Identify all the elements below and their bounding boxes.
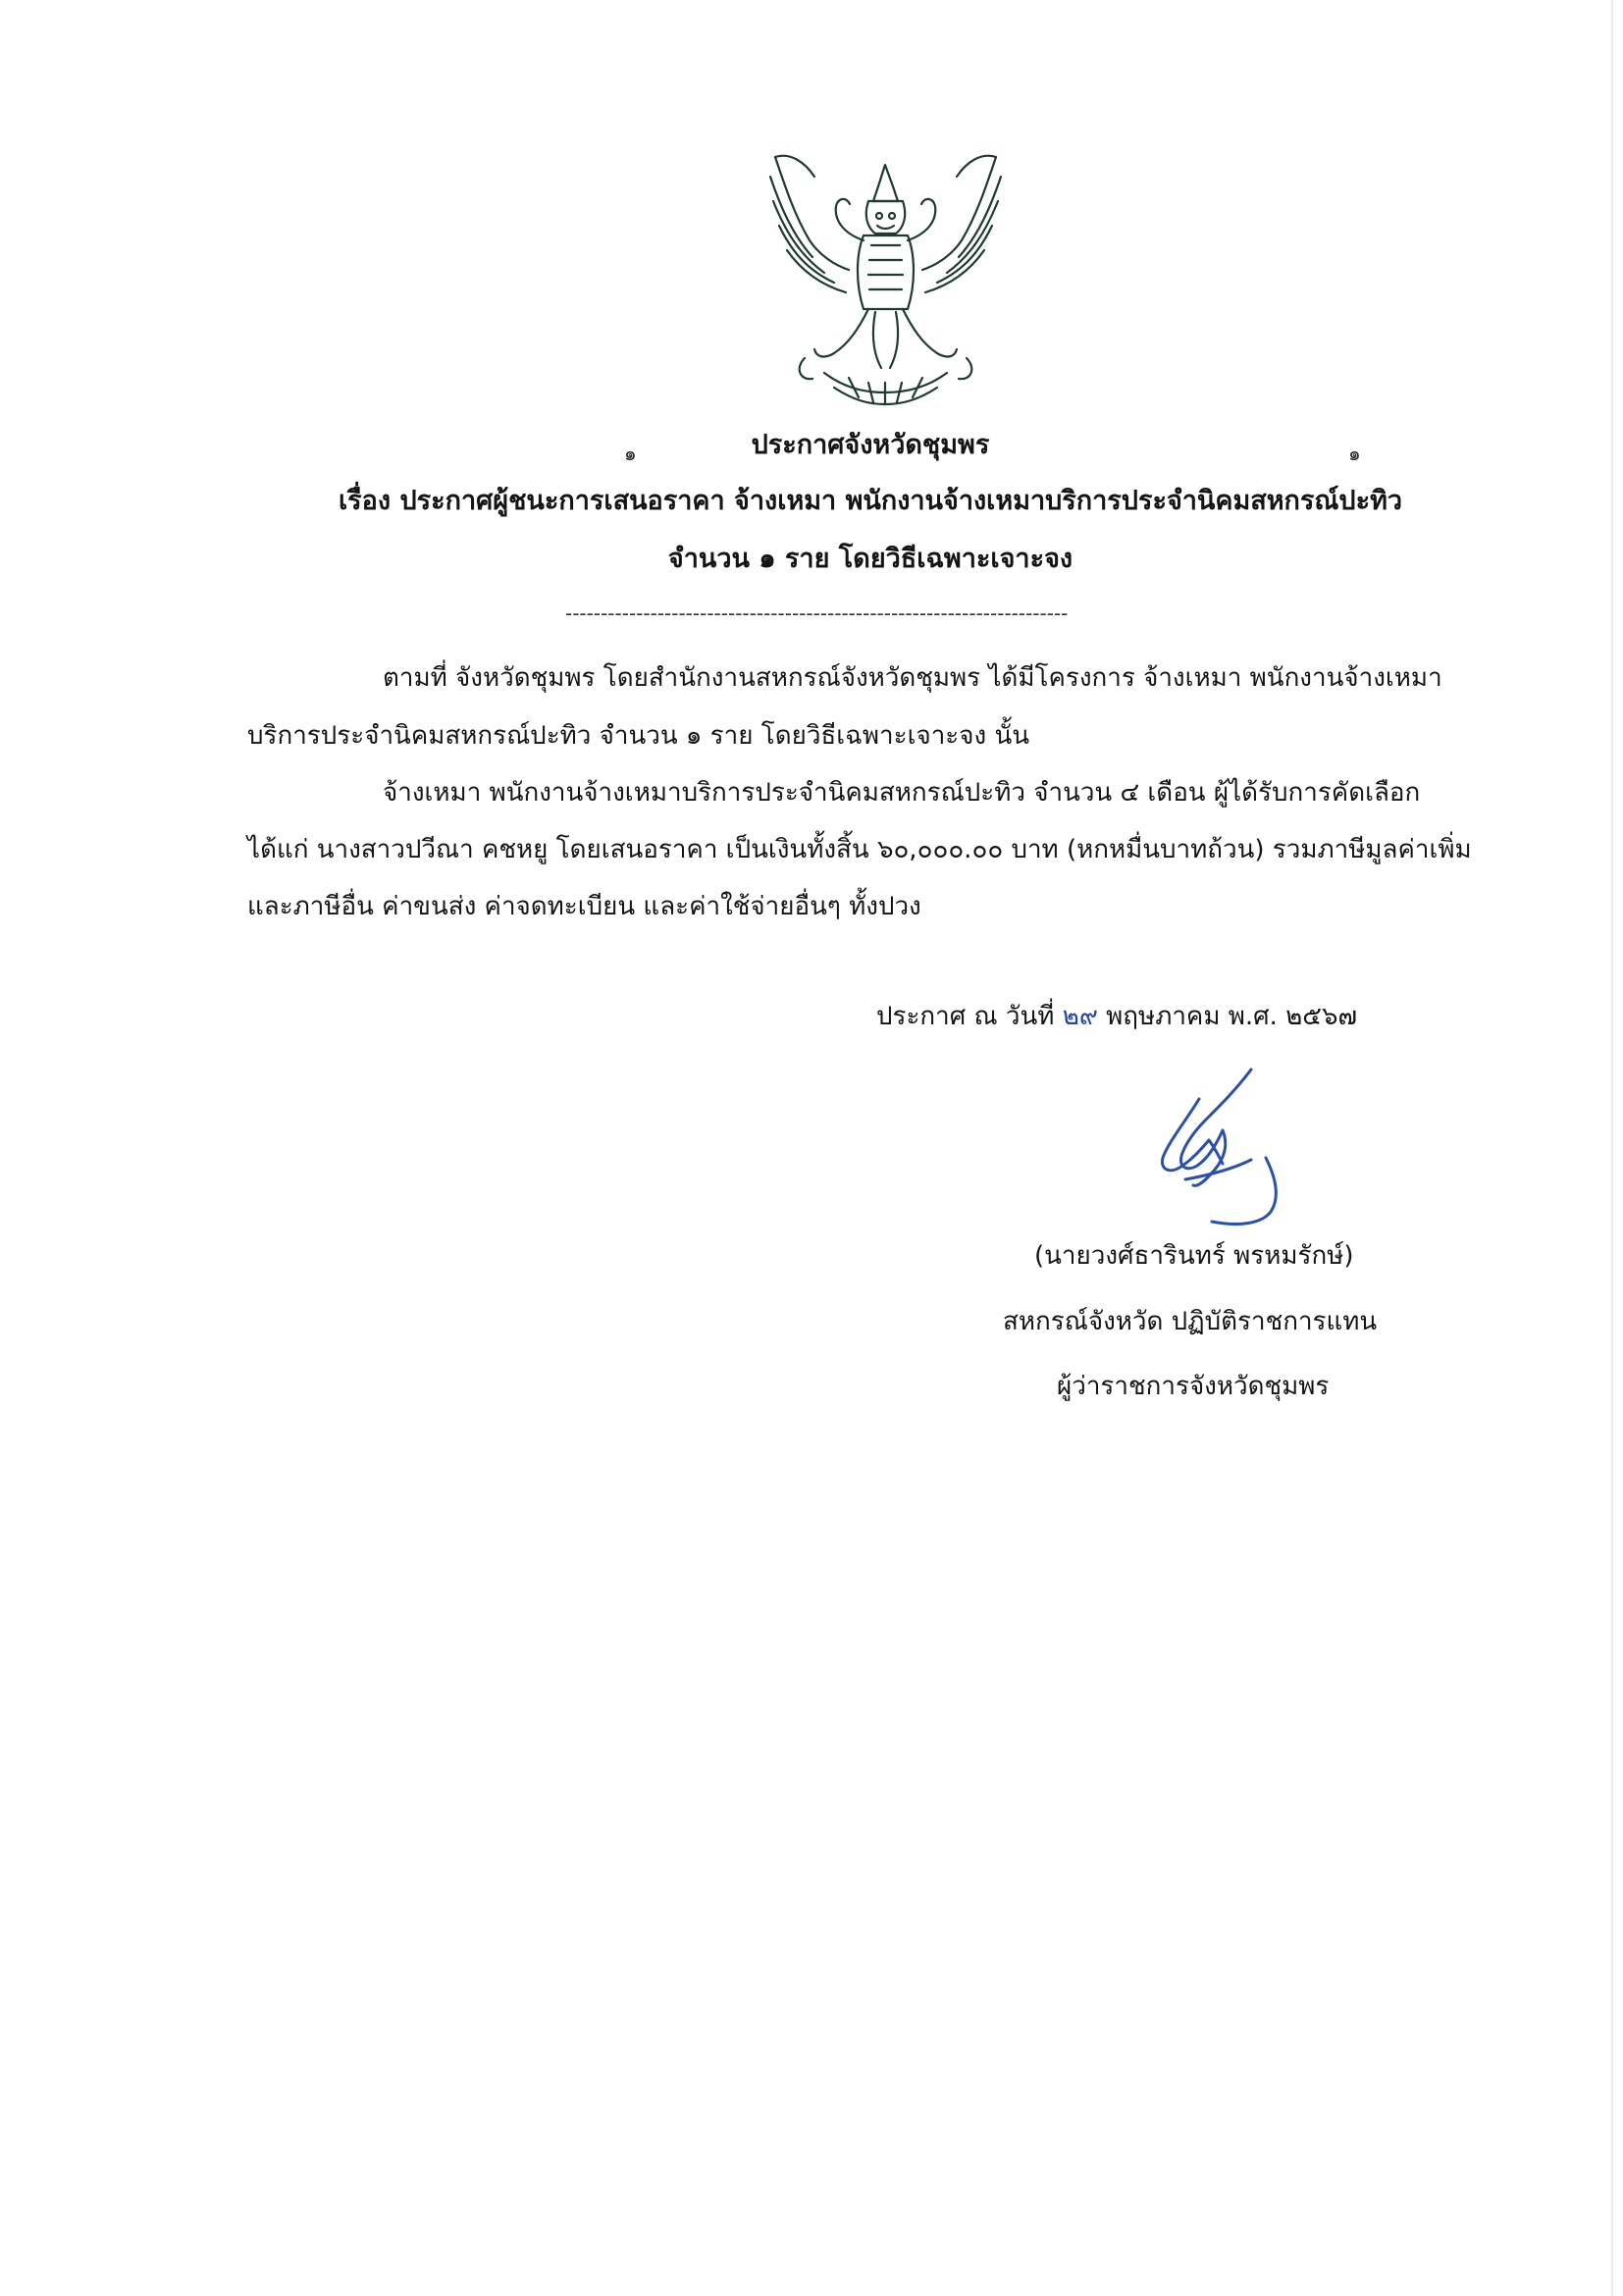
announcement-title: ประกาศจังหวัดชุมพร <box>751 430 990 460</box>
garuda-emblem <box>765 147 1006 412</box>
paragraph2-line2: ได้แก่ นางสาวปวีณา คชหยู โดยเสนอราคา เป็นเงินทั้งสิ้น ๖๐,๐๐๐.๐๐ บาท (หกหมื่นบาทถ้วน) รวมภาษีมูลค่าเพิ่ม <box>247 835 1472 864</box>
signature-drawing <box>1128 1050 1305 1236</box>
signer-name: (นายวงศ์ธารินทร์ พรหมรักษ์) <box>1034 1241 1354 1271</box>
scan-edge-line <box>1611 0 1613 2296</box>
paragraph2-line3: และภาษีอื่น ค่าขนส่ง ค่าจดทะเบียน และค่าใช้จ่ายอื่นๆ ทั้งปวง <box>247 892 921 921</box>
paragraph2-line1: จ้างเหมา พนักงานจ้างเหมาบริการประจำนิคมสหกรณ์ปะทิว จำนวน ๔ เดือน ผู้ได้รับการคัดเลือก <box>383 778 1421 808</box>
paragraph1-line1: ตามที่ จังหวัดชุมพร โดยสำนักงานสหกรณ์จังหวัดชุมพร ได้มีโครงการ จ้างเหมา พนักงานจ้างเหมา <box>383 663 1442 693</box>
date-month-year: พฤษภาคม พ.ศ. ๒๕๖๗ <box>1097 1002 1358 1031</box>
date-day: ๒๙ <box>1062 1002 1098 1031</box>
paragraph1-line2: บริการประจำนิคมสหกรณ์ปะทิว จำนวน ๑ ราย โดยวิธีเฉพาะเจาะจง นั้น <box>247 721 1030 751</box>
separator-line: ----------------------------------------------------------------------- <box>565 603 1069 623</box>
signer-position-line2: ผู้ว่าราชการจังหวัดชุมพร <box>1057 1372 1330 1401</box>
signer-position-line1: สหกรณ์จังหวัด ปฏิบัติราชการแทน <box>1003 1307 1378 1336</box>
date-prefix: ประกาศ ณ วันที่ <box>876 1002 1063 1031</box>
announcement-subject-line2: จำนวน ๑ ราย โดยวิธีเฉพาะเจาะจง <box>667 544 1073 574</box>
bullet-dot-left: ๑ <box>624 442 637 465</box>
announcement-date <box>876 1004 1357 1029</box>
announcement-subject-line1: เรื่อง ประกาศผู้ชนะการเสนอราคา จ้างเหมา พนักงานจ้างเหมาบริการประจำนิคมสหกรณ์ปะทิว <box>338 486 1403 516</box>
bullet-dot-right: ๑ <box>1348 442 1361 465</box>
